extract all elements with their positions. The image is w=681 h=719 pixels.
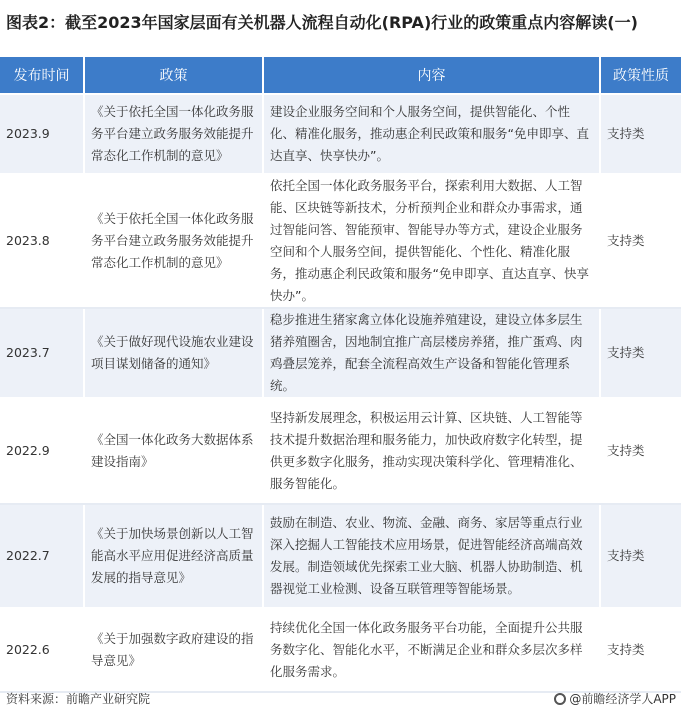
cell-policy: 《关于做好现代设施农业建设项目谋划储备的通知》 [84, 308, 263, 398]
brand-label: @前瞻经济学人APP [569, 692, 676, 706]
page-title: 图表2：截至2023年国家层面有关机器人流程自动化(RPA)行业的政策重点内容解读(一) [6, 13, 638, 32]
cell-date: 2022.9 [0, 398, 84, 504]
brand-credit [554, 690, 676, 707]
source-note: 资料来源：前瞻产业研究院 [6, 692, 151, 706]
cell-date: 2023.9 [0, 94, 84, 174]
cell-policy: 《关于依托全国一体化政务服务平台建立政务服务效能提升常态化工作机制的意见》 [84, 94, 263, 174]
table-row [0, 94, 681, 174]
cell-nature: 支持类 [600, 94, 681, 174]
cell-nature: 支持类 [600, 504, 681, 608]
cell-policy: 《关于加快场景创新以人工智能高水平应用促进经济高质量发展的指导意见》 [84, 504, 263, 608]
cell-content: 坚持新发展理念，积极运用云计算、区块链、人工智能等技术提升数据治理和服务能力，加快政府数字化转型，提供更多数字化服务，推动实现决策科学化、管理精准化、服务智能化。 [263, 398, 600, 504]
cell-content: 稳步推进生猪家禽立体化设施养殖建设，建设立体多层生猪养殖圈舍，因地制宜推广高层楼房养猪，推广蛋鸡、肉鸡叠层笼养，配套全流程高效生产设备和智能化管理系统。 [263, 308, 600, 398]
table-row [0, 308, 681, 398]
cell-content: 持续优化全国一体化政务服务平台功能，全面提升公共服务数字化、智能化水平，不断满足企业和群众多层次多样化服务需求。 [263, 608, 600, 692]
column-header-date: 发布时间 [0, 57, 84, 94]
policy-table [0, 57, 681, 693]
table-row [0, 608, 681, 692]
cell-nature: 支持类 [600, 174, 681, 308]
column-header-policy: 政策 [84, 57, 263, 94]
table-header-row [0, 57, 681, 94]
cell-content: 建设企业服务空间和个人服务空间，提供智能化、个性化、精准化服务，推动惠企利民政策和服务“免申即享、直达直享、快享快办”。 [263, 94, 600, 174]
footer [6, 690, 676, 710]
cell-nature: 支持类 [600, 308, 681, 398]
cell-content: 依托全国一体化政务服务平台，探索利用大数据、人工智能、区块链等新技术，分析预判企业和群众办事需求，通过智能问答、智能预审、智能导办等方式，建设企业服务空间和个人服务空间，提供智能化、个性化、精准化服务，推动惠企利民政策和服务“免申即享、直达直享、快享快办”。 [263, 174, 600, 308]
cell-date: 2023.8 [0, 174, 84, 308]
cell-date: 2022.6 [0, 608, 84, 692]
brand-logo-icon [554, 693, 566, 705]
table-row [0, 398, 681, 504]
cell-date: 2023.7 [0, 308, 84, 398]
table-row [0, 504, 681, 608]
cell-nature: 支持类 [600, 398, 681, 504]
cell-date: 2022.7 [0, 504, 84, 608]
cell-nature: 支持类 [600, 608, 681, 692]
cell-policy: 《全国一体化政务大数据体系建设指南》 [84, 398, 263, 504]
column-header-content: 内容 [263, 57, 600, 94]
column-header-nature: 政策性质 [600, 57, 681, 94]
cell-policy: 《关于加强数字政府建设的指导意见》 [84, 608, 263, 692]
table-row [0, 174, 681, 308]
cell-policy: 《关于依托全国一体化政务服务平台建立政务服务效能提升常态化工作机制的意见》 [84, 174, 263, 308]
cell-content: 鼓励在制造、农业、物流、金融、商务、家居等重点行业深入挖掘人工智能技术应用场景，促进智能经济高端高效发展。制造领域优先探索工业大脑、机器人协助制造、机器视觉工业检测、设备互联管理等智能场景。 [263, 504, 600, 608]
